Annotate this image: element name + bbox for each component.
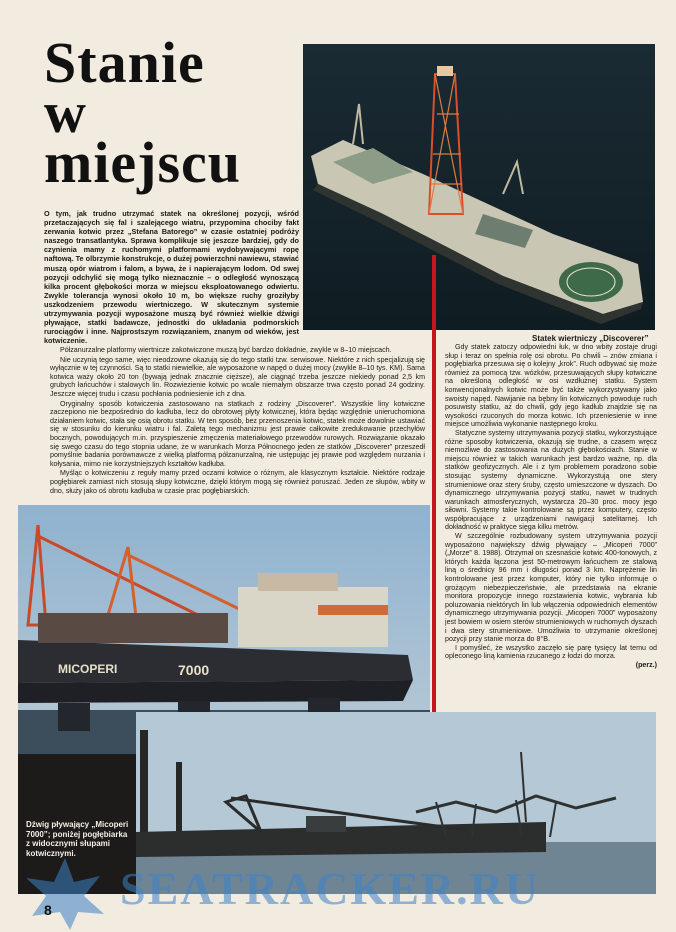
watermark-star-icon <box>20 856 110 932</box>
body-paragraph: Półzanurzalne platformy wiertnicze zakotwiczone muszą być bardzo dokładnie, zwykle w 8–10 miejscach. <box>60 346 392 354</box>
crane-brand-label: MICOPERI <box>58 662 118 676</box>
page-number: 8 <box>44 902 52 918</box>
article-title <box>44 30 294 195</box>
title-line-3: miejscu <box>44 130 242 195</box>
body-paragraph: Statyczne systemy utrzymywania pozycji statku, wykorzystujące różne sposoby kotwiczenia, okazują się trudne, a czasem wręcz niemożliwe do zastosowania na dużych głębokościach. Stanie w miejscu również w takich warunkach jest bardzo ważne, np. dla statków geofizycznych. Ale i z tym problemem poradzono sobie stosując systemy dynamiczne. Wykorzystują one stery strumieniowe oraz stery śruby, często umieszczone w dyszach. Do dynamicznego utrzymywania pozycji statku, nawet w trudnych warunkach atmosferycznych, wystarcza 20–30 proc. mocy jego siłowni. Systemy takie kontrolowane są przez komputery, często współpracujące z urządzeniami nawigacji satelitarnej. Ich dokładność w praktyce sięga kilku metrów. <box>445 428 657 532</box>
body-paragraph: Gdy statek zatoczy odpowiedni łuk, w dno wbity zostaje drugi słup i teraz on spełnia rolę osi obrotu. Po chwili – znów zmiana i pogłębiarka przesuwa się o kolejny „krok”. Ruch odbywać się może również za pomocą tzw. wózków, przesuwających słupy kotwiczne na określoną odległość w osi wzdłużnej statku. System konwencjonalnych kotwic może być także wykorzystywany jako swoisty napęd. Nawijanie na bębny lin kotwicznych powoduje ruch posuwisty statku, aż do chwili, gdy jego kadłub znajdzie się na wysokości rzuconych do morza kotwic. Ich przeniesienie w inne miejsce umożliwia wykonanie następnego kroku. <box>445 343 657 429</box>
body-paragraph: Nie uczynią tego same, więc nieodzowne okazują się do tego statki tzw. serwisowe. Niektóre z nich specjalizują się wyłącznie w tej czynności. Są to statki niewielkie, ale wyposażone w napęd o dużej mocy (zwykle 8–10 tys. KM). Sama kotwica waży około 20 ton (bywają jednak znacznie cięższe), ale ciągnąć trzeba jeszcze niekiedy ponad 2,5 km grubych łańcuchów i stalowych lin. Rozwiezienie kotwic po wcale niemałym obszarze trwa często ponad 24 godziny. Jeszcze więcej trudu i czasu pochłania podniesienie ich z dna. <box>50 355 425 398</box>
body-column-left <box>50 346 425 496</box>
body-paragraph: Myśląc o kotwiczeniu z reguły mamy przed oczami kotwice o różnym, ale klasycznym kształcie. Niektóre rodzaje pogłębiarek zamiast nich stosują słupy kotwiczne, dzięki którym mogą się również poruszać. Jeden ze słupów, wbity w dno, służy jako oś obrotu kadłuba w czasie prac pogłębiarskich. <box>50 469 425 495</box>
title-line-1: Stanie <box>44 30 205 95</box>
red-divider-line <box>432 255 436 735</box>
lead-paragraph: O tym, jak trudno utrzymać statek na określonej pozycji, wśród przetaczających się fal i szalejącego wiatru, przypomina chociby fakt zerwania kotwic przez „Stefana Batorego” w czasie ostatniej podróży naszego transatlantyka. Sprawa komplikuje się jeszcze bardziej, gdy do czynienia mamy z ruchomymi platformami wydobywającymi ropę naftową. Te olbrzymie konstrukcje, o dużej powierzchni nawiewu, stawiać muszą opór wiatrom i falom, a bywa, że i napierającym lodom. Od swej pozycji odchylić się mogą tylko nieznacznie – o odległość wynoszącą kilka procent głębokości morza w miejscu eksploatowanego odwiertu. Zwykle tolerancja wynosi około 10 m, bo większe ruchy groziłyby uszkodzeniem przewodu wiertniczego. W skutecznym systemie utrzymywania pozycji wyposażone muszą być również wielkie dźwigi pływające, statki badawcze, jednostki do układania podmorskich rurociągów i inne. Najprostszym rozwiązaniem, znanym od wieków, jest kotwiczenie. <box>44 209 299 346</box>
body-paragraph: W szczególnie rozbudowany system utrzymywania pozycji wyposażono największy dźwig pływający – „Micoperi 7000” („Morze” 8. 1988). Otrzymał on szesnaście kotwic 400-tonowych, z których każda łączona jest 50-metrowym łańcuchem ze stalową liną o średnicy 96 mm i długości ponad 3 km. Naprężenie lin kontrolowane jest przez komputer, który nie tylko informuje o grożącym niebezpieczeństwie, ale przedstawia na ekranie monitora propozycje innego rozstawienia kotwic, wybrania lub poluzowania niektórych lin lub włączenia odpowiednich elementów dynamicznego utrzymywania pozycji. „Micoperi 7000” wyposażony jest bowiem w osiem sterów strumieniowych w ruchomych dyszach i dwa stery strumieniowe. Umożliwia to utrzymanie określonej pozycji przy stanie morza do 8°B. <box>445 532 657 644</box>
ship-photo-caption: Statek wiertniczy „Discoverer” <box>532 334 649 343</box>
crane-hull-label: 7000 <box>178 662 210 678</box>
body-paragraph: Oryginalny sposób kotwiczenia zastosowano na statkach z rodziny „Discoverer”. Wszystkie liny kotwiczne zaczepiono nie bezpośrednio do kadłuba, lecz do obrotowej płyty kotwicznej, która będąc względnie unieruchomiona działaniem kotwic, stała się osią obrotu statku. W ten sposób, bez przenoszenia kotwic, statek może dowolnie ustawiać się w stosunku do kierunku wiatru i fal. Zaletą tego mechanizmu jest prawie całkowite zredukowanie przechyłów bocznych, powodujących m.in. przyspieszenie zmęczenia materiałowego przewodów rurowych. Rozwiązanie okazało się swego czasu do tego stopnia udane, że w warunkach Morza Północnego jeden ze statków „Discoverer” przeszedł pomyślnie badania porównawcze z wielką platformą półzanurzalną, nie ustępując jej prawie pod względem nurzania i kołysania, mimo nie korzystniejszych kształtów kadłuba. <box>50 399 425 468</box>
watermark-text: SEATRACKER.RU <box>120 863 541 914</box>
body-column-right <box>445 343 657 670</box>
body-paragraph: I pomyśleć, że wszystko zaczęło się parę tysięcy lat temu od opleconego liną kamienia rzucanego z łodzi do morza. <box>445 643 657 661</box>
author-signature: (perz.) <box>635 660 657 669</box>
title-line-2: w <box>44 80 87 145</box>
crane-photo-caption: Dźwig pływający „Micoperi 7000”; poniżej pogłębiarka z widocznymi słupami kotwicznymi. <box>26 820 129 858</box>
drilling-ship-photo <box>303 44 655 330</box>
